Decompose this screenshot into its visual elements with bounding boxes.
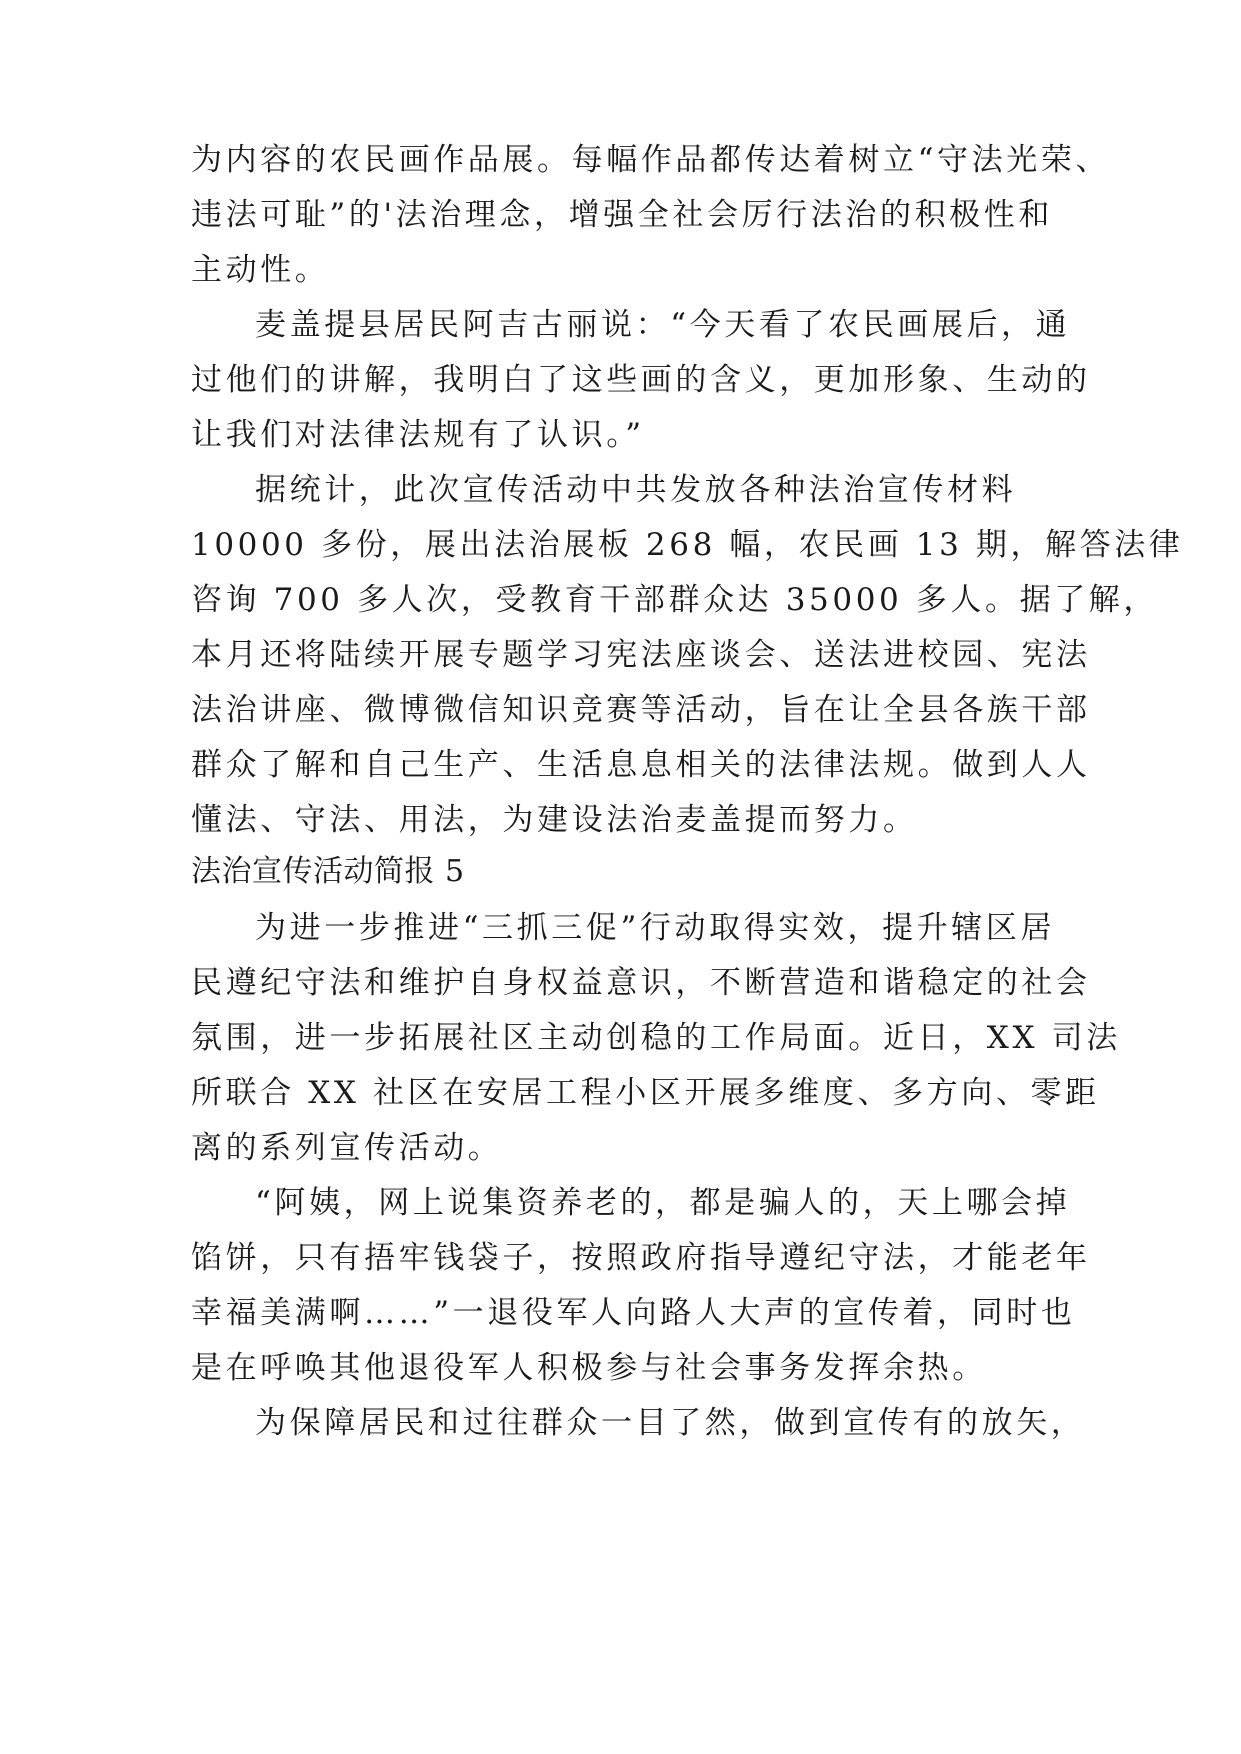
text-line: 法治讲座、微博微信知识竞赛等活动，旨在让全县各族干部 [191, 692, 1091, 728]
text-line: 幸福美满啊……”一退役军人向路人大声的宣传着，同时也 [191, 1295, 1076, 1331]
paragraph-start: 为保障居民和过往群众一目了然，做到宣传有的放矢， [255, 1405, 1086, 1441]
text-line: 为内容的农民画作品展。每幅作品都传达着树立“守法光荣、 [191, 142, 1111, 178]
paragraph-start: 据统计，此次宣传活动中共发放各种法治宣传材料 [255, 472, 1017, 508]
text-line: 过他们的讲解，我明白了这些画的含义，更加形象、生动的 [191, 362, 1091, 398]
text-line: 让我们对法律法规有了认识。” [191, 417, 645, 453]
text-line: 主动性。 [191, 252, 330, 288]
text-line: 群众了解和自己生产、生活息息相关的法律法规。做到人人 [191, 747, 1091, 783]
paragraph-start: 麦盖提县居民阿吉古丽说：“今天看了农民画展后，通 [255, 307, 1071, 343]
text-line: 氛围，进一步拓展社区主动创稳的工作局面。近日，XX 司法 [191, 1020, 1121, 1056]
text-line: 10000 多份，展出法治展板 268 幅，农民画 13 期，解答法律 [191, 527, 1184, 563]
text-line: 民遵纪守法和维护自身权益意识，不断营造和谐稳定的社会 [191, 965, 1091, 1001]
text-line: 咨询 700 多人次，受教育干部群众达 35000 多人。据了解， [191, 582, 1158, 618]
paragraph-start: “阿姨，网上说集资养老的，都是骗人的，天上哪会掉 [255, 1185, 1071, 1221]
text-line: 馅饼，只有捂牢钱袋子，按照政府指导遵纪守法，才能老年 [191, 1240, 1091, 1276]
text-line: 离的系列宣传活动。 [191, 1130, 503, 1166]
paragraph-start: 为进一步推进“三抓三促”行动取得实效，提升辖区居 [255, 910, 1056, 946]
text-line: 违法可耻”的'法治理念，增强全社会厉行法治的积极性和 [191, 197, 1053, 233]
text-line: 是在呼唤其他退役军人积极参与社会事务发挥余热。 [191, 1350, 987, 1386]
text-line: 懂法、守法、用法，为建设法治麦盖提而努力。 [191, 802, 918, 838]
text-line: 所联合 XX 社区在安居工程小区开展多维度、多方向、零距 [191, 1075, 1100, 1111]
section-heading: 法治宣传活动简报 5 [191, 854, 465, 889]
text-line: 本月还将陆续开展专题学习宪法座谈会、送法进校园、宪法 [191, 637, 1091, 673]
